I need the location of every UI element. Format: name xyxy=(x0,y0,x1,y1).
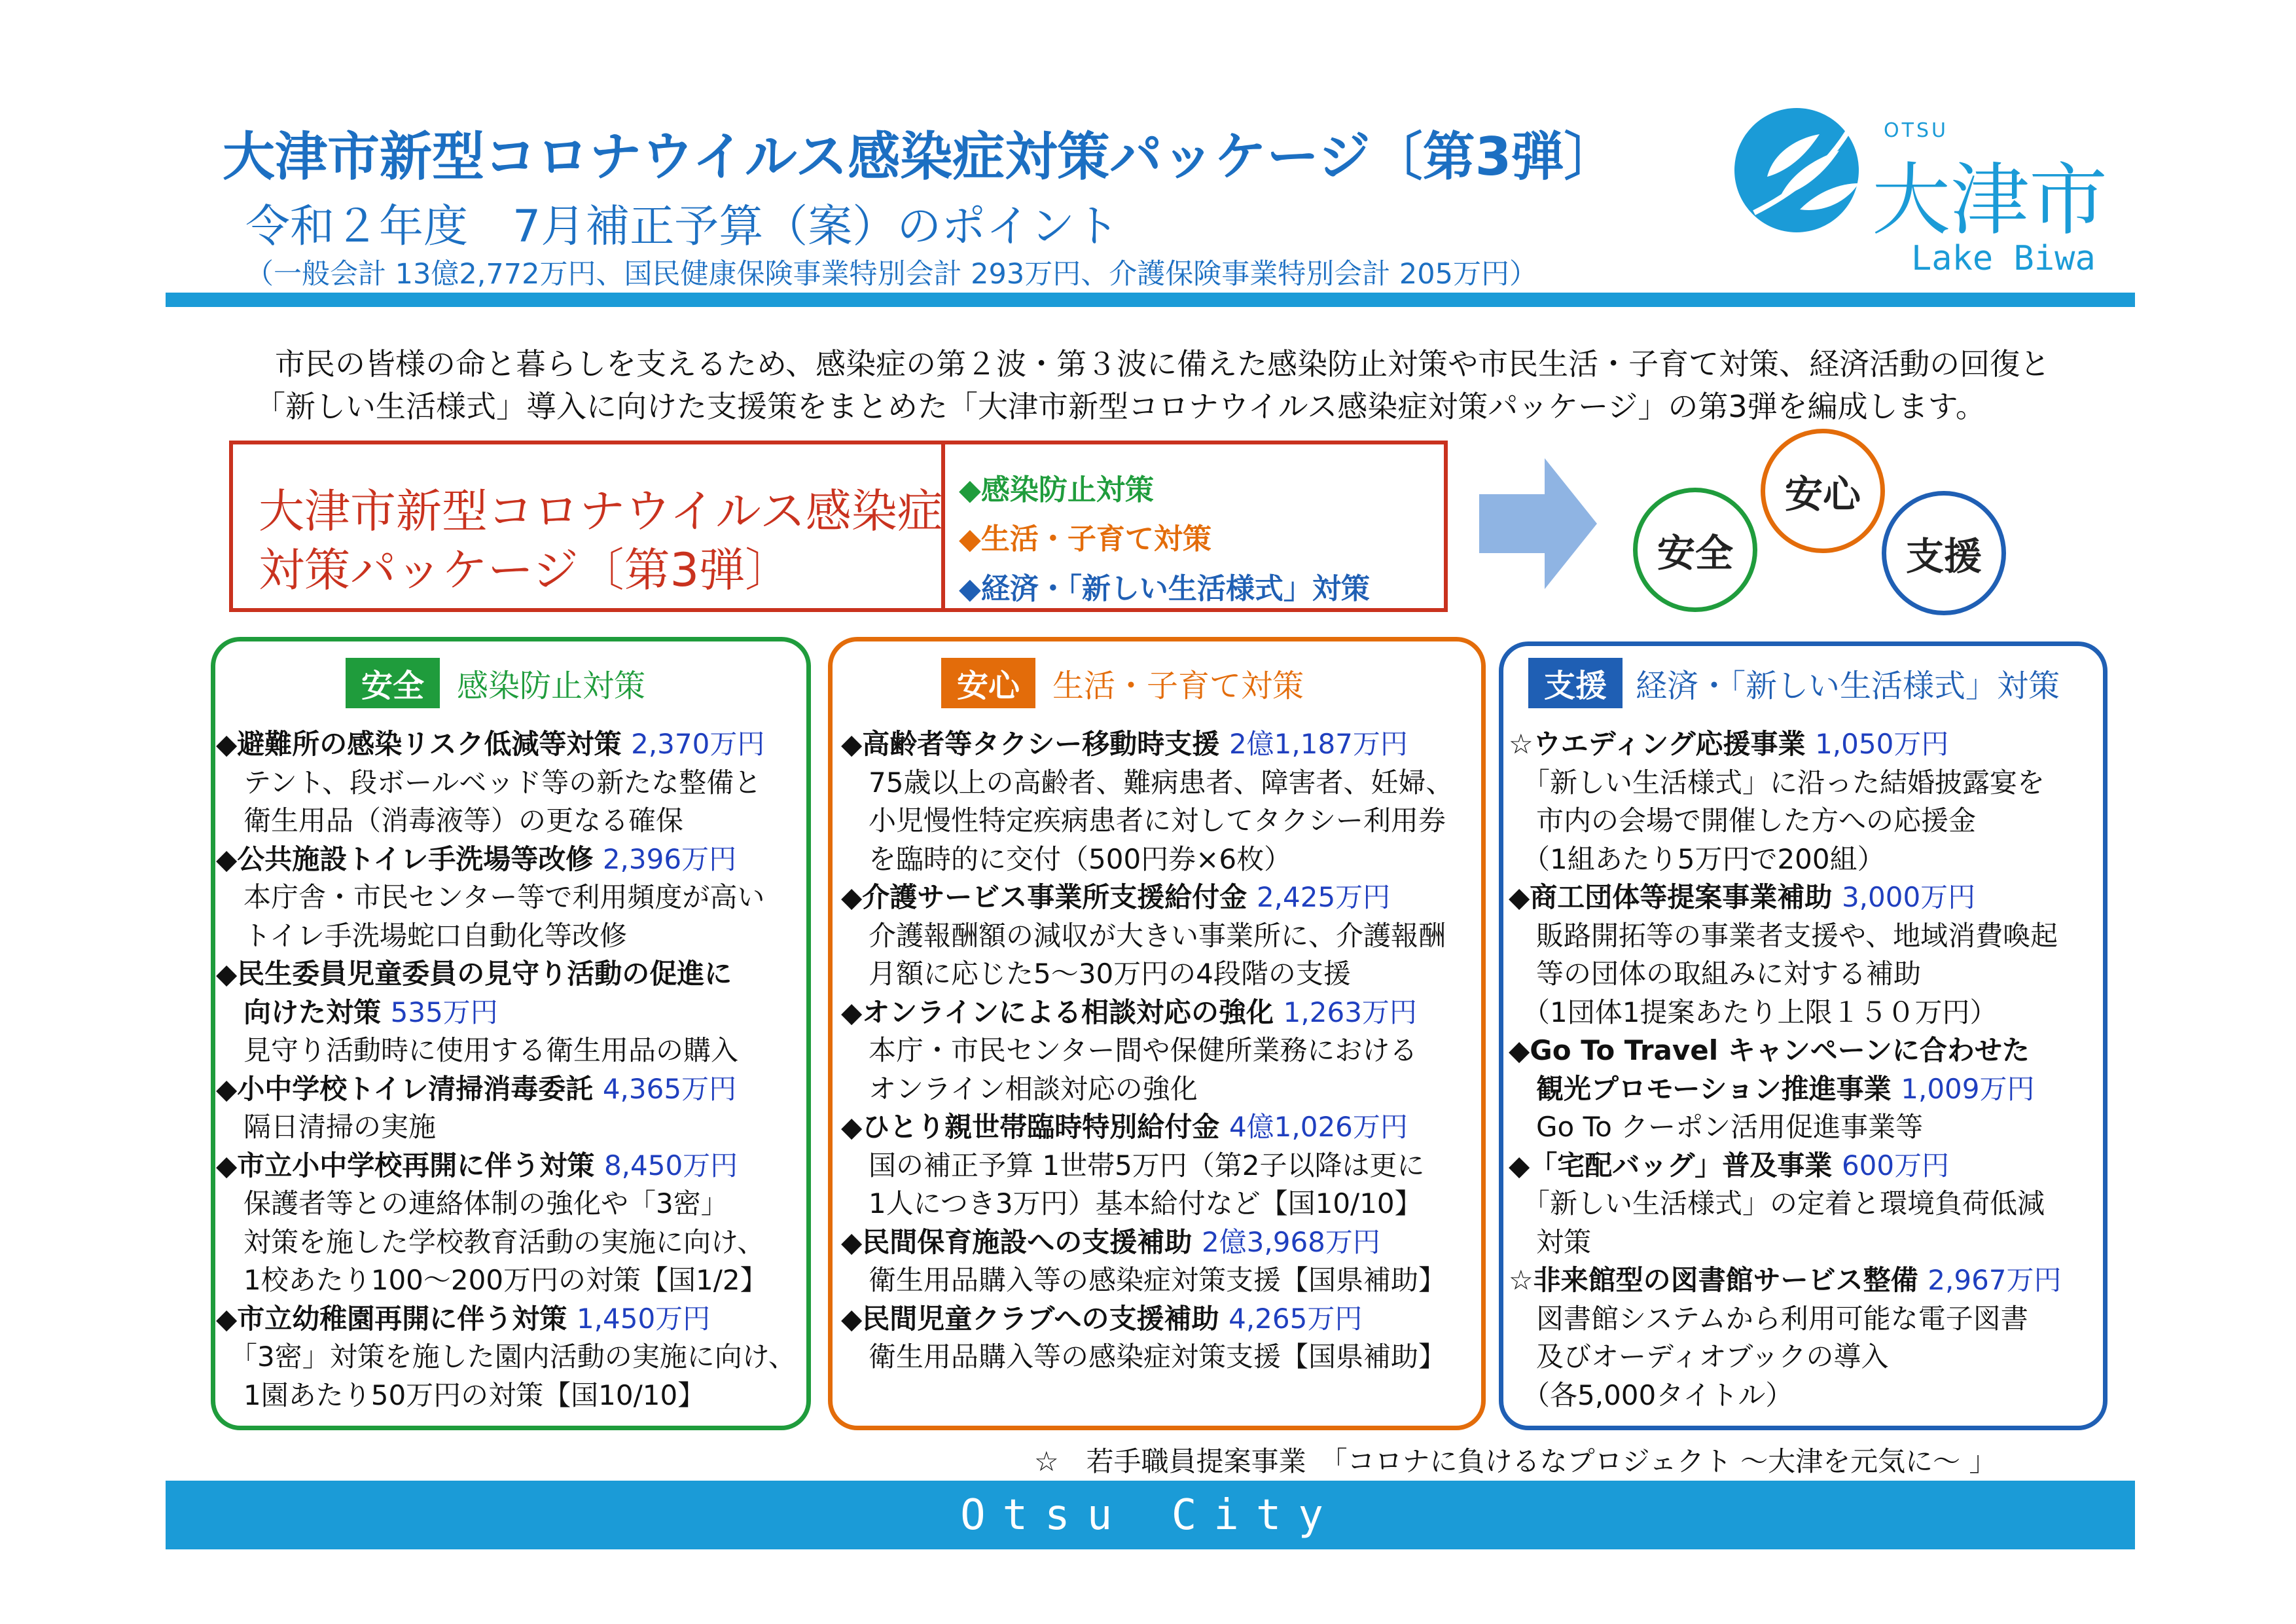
budget-item-title xyxy=(216,1070,736,1108)
page-title: 大津市新型コロナウイルス感染症対策パッケージ〔第3弾〕 xyxy=(223,126,1617,187)
panel-anshin-header xyxy=(941,658,1304,708)
line-text: 国の補正予算 1世帯5万円（第2子以降は更に xyxy=(841,1149,1425,1182)
budget-item-title xyxy=(216,1147,738,1185)
line-text: ◆商工団体等提案事業補助 xyxy=(1509,881,1842,913)
logo-city-name: 大津市 xyxy=(1872,155,2108,246)
budget-item-description xyxy=(216,764,761,802)
budget-item-title xyxy=(1509,1261,2062,1299)
budget-item-description xyxy=(1509,1223,1591,1261)
budget-item-description xyxy=(216,878,764,916)
budget-amount: 1,009万円 xyxy=(1901,1072,2035,1105)
line-text: ◆避難所の感染リスク低減等対策 xyxy=(216,728,632,760)
line-text: 市内の会場で開催した方への応援金 xyxy=(1509,804,1977,837)
right-arrow-icon xyxy=(1479,458,1597,589)
budget-item-description xyxy=(1509,1338,1888,1376)
line-text: 保護者等との連絡体制の強化や「3密」 xyxy=(216,1187,728,1219)
budget-amount: 2,396万円 xyxy=(602,842,737,875)
line-text: （1団体1提案あたり上限１５０万円） xyxy=(1509,996,1998,1028)
line-text: 向けた対策 xyxy=(216,996,391,1028)
budget-item-title xyxy=(1509,1032,2030,1070)
line-text: ◆民間保育施設への支援補助 xyxy=(841,1225,1202,1258)
line-text: ◆オンラインによる相談対応の強化 xyxy=(841,996,1283,1028)
page-subtitle: 令和２年度 7月補正予算（案）のポイント xyxy=(245,201,1120,253)
budget-item-title xyxy=(1509,725,1948,763)
budget-amount: 2,967万円 xyxy=(1928,1264,2062,1296)
line-text: 見守り活動時に使用する衛生用品の購入 xyxy=(216,1034,739,1066)
line-text: 図書館システムから利用可能な電子図書 xyxy=(1509,1302,2028,1335)
intro-text-line-2: 「新しい生活様式」導入に向けた支援策をまとめた「大津市新型コロナウイルス感染症対策パッケージ」の第3弾を編成します。 xyxy=(255,389,1986,424)
budget-amount: 3,000万円 xyxy=(1841,881,1976,913)
budget-item-description xyxy=(841,802,1446,840)
budget-item-title xyxy=(216,1300,710,1338)
line-text: ◆Go To Travel キャンペーンに合わせた xyxy=(1509,1034,2030,1066)
budget-item-title xyxy=(1509,1070,2035,1108)
circle-shien: 支援 xyxy=(1882,491,2006,615)
budget-item-description xyxy=(841,764,1453,802)
budget-item-description xyxy=(216,917,627,955)
panel-tag: 安心 xyxy=(941,658,1035,708)
budget-item-description xyxy=(216,1032,738,1070)
header-divider-bar xyxy=(166,293,2135,307)
budget-amount: 535万円 xyxy=(390,996,498,1028)
budget-amount: 2億1,187万円 xyxy=(1229,728,1408,760)
budget-item-description xyxy=(841,1185,1422,1223)
budget-item-title xyxy=(216,994,498,1032)
panel-heading: 生活・子育て対策 xyxy=(1052,668,1304,704)
budget-item-description xyxy=(841,955,1351,993)
budget-item-description xyxy=(841,1338,1446,1376)
budget-amount: 4億1,026万円 xyxy=(1229,1111,1408,1143)
line-text: ◆民間児童クラブへの支援補助 xyxy=(841,1302,1229,1335)
budget-amount: 4,365万円 xyxy=(602,1072,737,1105)
line-text: 月額に応じた5～30万円の4段階の支援 xyxy=(841,958,1351,990)
budget-item-title xyxy=(841,994,1417,1032)
panel-heading: 経済・「新しい生活様式」対策 xyxy=(1636,668,2060,704)
budget-item-description xyxy=(216,1338,796,1376)
budget-item-description xyxy=(1509,917,2058,955)
panel-anzen-header xyxy=(346,658,645,708)
budget-item-description xyxy=(1509,1300,2028,1338)
line-text: 1校あたり100～200万円の対策【国1/2】 xyxy=(216,1264,768,1296)
budget-item-description xyxy=(216,1223,764,1261)
footer-bar xyxy=(166,1481,2135,1549)
budget-amount: 2,425万円 xyxy=(1256,881,1391,913)
category-infection-prevention: ◆感染防止対策 xyxy=(959,473,1154,507)
line-text: ◆小中学校トイレ清掃消毒委託 xyxy=(216,1072,603,1105)
budget-item-description xyxy=(1509,764,2045,802)
budget-item-title xyxy=(216,725,764,763)
budget-item-description xyxy=(216,802,683,840)
line-text: 対策を施した学校教育活動の実施に向け、 xyxy=(216,1225,765,1258)
budget-item-title xyxy=(841,878,1390,916)
budget-amount: 600万円 xyxy=(1841,1149,1950,1182)
budget-item-title xyxy=(841,725,1408,763)
panel-tag: 安全 xyxy=(346,658,440,708)
package-name-line-1: 大津市新型コロナウイルス感染症 xyxy=(259,484,943,538)
line-text: 本庁舎・市民センター等で利用頻度が高い xyxy=(216,881,765,913)
circle-anshin: 安心 xyxy=(1761,429,1885,553)
line-text: （各5,000タイトル） xyxy=(1509,1379,1793,1411)
budget-item-title xyxy=(1509,878,1975,916)
line-text: 衛生用品購入等の感染症対策支援【国県補助】 xyxy=(841,1341,1446,1373)
line-text: （1組あたり5万円で200組） xyxy=(1509,842,1885,875)
budget-item-description xyxy=(841,1032,1417,1070)
budget-item-description xyxy=(841,1070,1198,1108)
line-text: 75歳以上の高齢者、難病患者、障害者、妊婦、 xyxy=(841,766,1454,799)
budget-amount: 8,450万円 xyxy=(603,1149,738,1182)
budget-item-title xyxy=(216,840,736,878)
budget-item-title xyxy=(216,955,732,993)
budget-amount: 2,370万円 xyxy=(631,728,765,760)
budget-item-title xyxy=(841,1300,1362,1338)
budget-amount: 2億3,968万円 xyxy=(1201,1225,1380,1258)
budget-item-description xyxy=(1509,802,1976,840)
line-text: Go To クーポン活用促進事業等 xyxy=(1509,1111,1924,1143)
line-text: 「新しい生活様式」の定着と環境負荷低減 xyxy=(1509,1187,2045,1219)
budget-item-description xyxy=(1509,840,1885,878)
line-text: 観光プロモーション推進事業 xyxy=(1509,1072,1901,1105)
line-text: 本庁・市民センター間や保健所業務における xyxy=(841,1034,1418,1066)
budget-item-description xyxy=(216,1185,728,1223)
budget-item-description xyxy=(1509,1108,1923,1146)
budget-item-description xyxy=(216,1261,768,1299)
budget-item-title xyxy=(841,1108,1408,1146)
footer-text: Otsu City xyxy=(960,1490,1340,1540)
line-text: ◆「宅配バッグ」普及事業 xyxy=(1509,1149,1842,1182)
line-text: 衛生用品購入等の感染症対策支援【国県補助】 xyxy=(841,1264,1446,1296)
budget-item-description xyxy=(1509,994,1997,1032)
panel-tag: 支援 xyxy=(1528,658,1623,708)
line-text: 介護報酬額の減収が大きい事業所に、介護報酬 xyxy=(841,919,1446,952)
package-name-line-2: 対策パッケージ〔第3弾〕 xyxy=(259,543,791,597)
line-text: 「新しい生活様式」に沿った結婚披露宴を xyxy=(1509,766,2045,799)
line-text: ◆民生委員児童委員の見守り活動の促進に xyxy=(216,958,732,990)
budget-item-description xyxy=(1509,1377,1793,1415)
line-text: 隔日清掃の実施 xyxy=(216,1111,437,1143)
line-text: 小児慢性特定疾病患者に対してタクシー利用券 xyxy=(841,804,1446,837)
line-text: ◆介護サービス事業所支援給付金 xyxy=(841,881,1257,913)
budget-amount: 1,050万円 xyxy=(1815,728,1949,760)
intro-text-line-1: 市民の皆様の命と暮らしを支えるため、感染症の第２波・第３波に備えた感染防止対策や市民生活・子育て対策、経済活動の回復と xyxy=(275,346,2051,382)
line-text: ◆ひとり親世帯臨時特別給付金 xyxy=(841,1111,1229,1143)
panel-heading: 感染防止対策 xyxy=(457,668,646,704)
category-economy-new-lifestyle: ◆経済・「新しい生活様式」対策 xyxy=(959,572,1370,605)
line-text: ◆公共施設トイレ手洗場等改修 xyxy=(216,842,603,875)
line-text: 対策 xyxy=(1509,1225,1592,1258)
budget-item-description xyxy=(841,917,1446,955)
budget-amount: 1,263万円 xyxy=(1283,996,1417,1028)
line-text: テント、段ボールベッド等の新たな整備と xyxy=(216,766,762,799)
category-life-childcare: ◆生活・子育て対策 xyxy=(959,522,1211,556)
line-text: を臨時的に交付（500円券×6枚） xyxy=(841,842,1292,875)
panel-shien-header xyxy=(1528,658,2060,708)
line-text: 衛生用品（消毒液等）の更なる確保 xyxy=(216,804,684,837)
budget-item-description xyxy=(1509,955,1921,993)
budget-item-description xyxy=(216,1377,705,1415)
line-text: ◆市立小中学校再開に伴う対策 xyxy=(216,1149,604,1182)
logo-otsu-text: OTSU xyxy=(1884,119,1948,142)
line-text: ◆市立幼稚園再開に伴う対策 xyxy=(216,1302,577,1335)
budget-item-title xyxy=(1509,1147,1949,1185)
line-text: 「3密」対策を施した園内活動の実施に向け、 xyxy=(216,1341,797,1373)
line-text: ☆ウエディング応援事業 xyxy=(1509,728,1816,760)
line-text: オンライン相談対応の強化 xyxy=(841,1072,1198,1105)
budget-item-title xyxy=(841,1223,1380,1261)
budget-item-description xyxy=(1509,1185,2045,1223)
line-text: 1園あたり50万円の対策【国10/10】 xyxy=(216,1379,706,1411)
line-text: 販路開拓等の事業者支援や、地域消費喚起 xyxy=(1509,919,2058,952)
circle-anzen: 安全 xyxy=(1633,488,1757,612)
budget-amount: 4,265万円 xyxy=(1229,1302,1363,1335)
budget-item-description xyxy=(216,1108,436,1146)
line-text: ☆非来館型の図書館サービス整備 xyxy=(1509,1264,1928,1296)
line-text: 及びオーディオブックの導入 xyxy=(1509,1341,1889,1373)
line-text: 1人につき3万円）基本給付など【国10/10】 xyxy=(841,1187,1422,1219)
line-text: ◆高齢者等タクシー移動時支援 xyxy=(841,728,1229,760)
budget-accounts: （一般会計 13億2,772万円、国民健康保険事業特別会計 293万円、介護保険事業特別会計 205万円） xyxy=(245,258,1537,291)
line-text: トイレ手洗場蛇口自動化等改修 xyxy=(216,919,627,952)
budget-amount: 1,450万円 xyxy=(576,1302,711,1335)
budget-item-description xyxy=(841,840,1291,878)
young-staff-note: ☆ 若手職員提案事業 「コロナに負けるなプロジェクト ～大津を元気に～ 」 xyxy=(1034,1445,1997,1477)
budget-item-description xyxy=(841,1261,1446,1299)
logo-lake-biwa: Lake Biwa xyxy=(1911,239,2096,278)
budget-item-description xyxy=(841,1147,1425,1185)
line-text: 等の団体の取組みに対する補助 xyxy=(1509,958,1922,990)
